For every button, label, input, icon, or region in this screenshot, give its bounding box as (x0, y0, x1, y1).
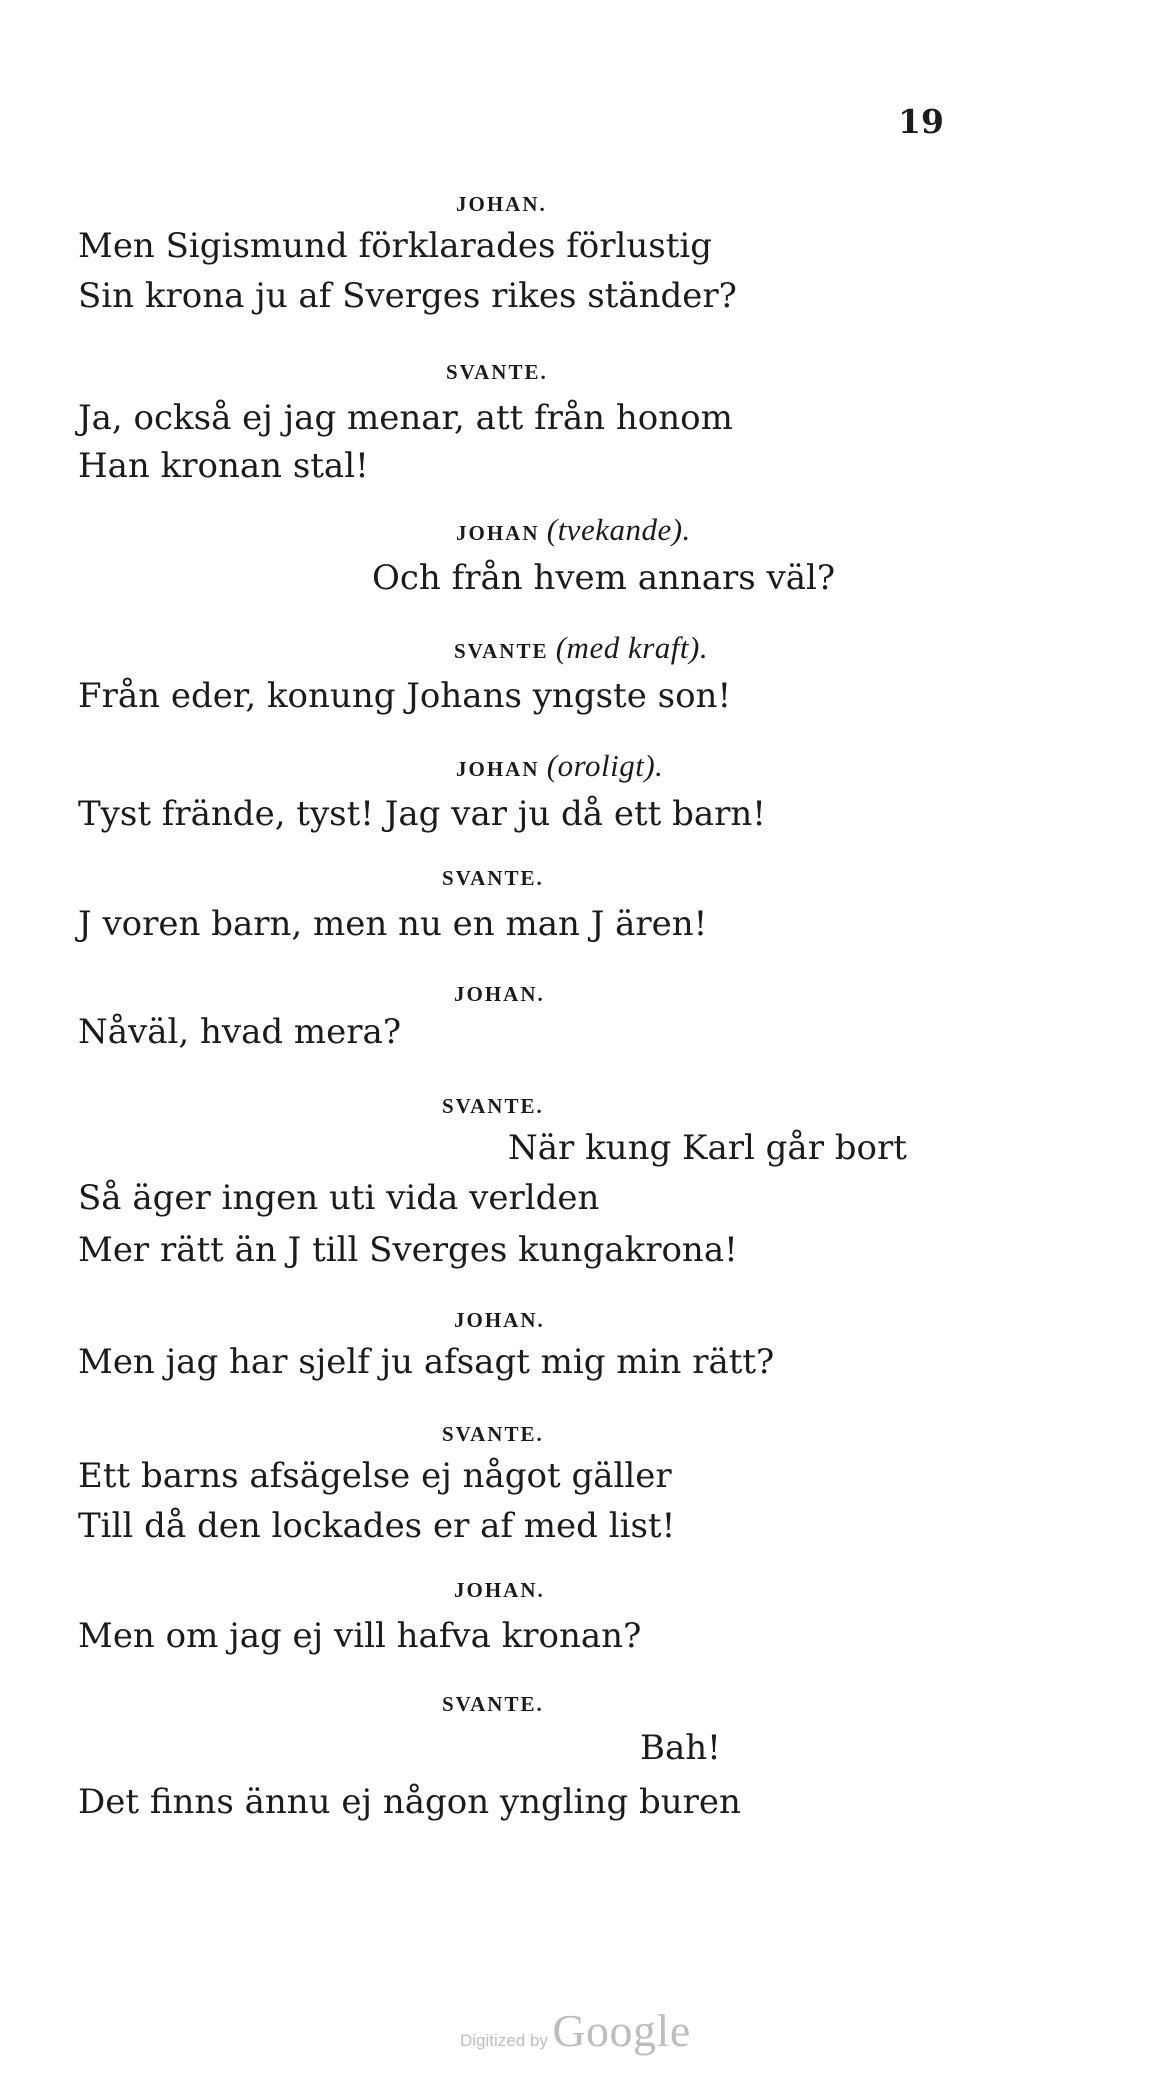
watermark-brand: Google (552, 2005, 691, 2056)
speaker-johan (456, 748, 663, 784)
speaker-johan: JOHAN. (456, 192, 547, 216)
speaker-johan: JOHAN. (454, 1308, 545, 1332)
verse-line: Men jag har sjelf ju afsagt mig min rätt? (78, 1342, 775, 1382)
verse-line: Tyst frände, tyst! Jag var ju då ett barn! (78, 794, 766, 834)
speaker-svante: SVANTE. (442, 1692, 544, 1716)
speaker-name: JOHAN (456, 757, 540, 781)
verse-line: Men Sigismund förklarades förlustig (78, 226, 713, 266)
verse-line: Från eder, konung Johans yngste son! (78, 676, 732, 716)
page-number: 19 (898, 102, 944, 141)
verse-line: Och från hvem annars väl? (372, 558, 836, 598)
verse-line: Nåväl, hvad mera? (78, 1012, 402, 1052)
verse-line: När kung Karl går bort (508, 1128, 907, 1168)
stage-direction: (oroligt). (546, 748, 664, 783)
stage-direction: (tvekande). (546, 512, 691, 547)
verse-line: Ja, också ej jag menar, att från honom (78, 398, 733, 438)
verse-line: Men om jag ej vill hafva kronan? (78, 1616, 642, 1656)
speaker-svante: SVANTE. (446, 360, 548, 384)
verse-line: Ett barns afsägelse ej något gäller (78, 1456, 672, 1496)
speaker-johan: JOHAN. (454, 982, 545, 1006)
verse-line: Sin krona ju af Sverges rikes ständer? (78, 276, 737, 316)
verse-line: Han kronan stal! (78, 446, 369, 486)
verse-line: Till då den lockades er af med list! (78, 1506, 676, 1546)
watermark-prefix: Digitized by (460, 2031, 548, 2050)
verse-line: Bah! (640, 1728, 721, 1768)
speaker-svante: SVANTE. (442, 1094, 544, 1118)
speaker-johan (456, 512, 691, 548)
verse-line: J voren barn, men nu en man J ären! (78, 904, 708, 944)
digitized-by-watermark (460, 2004, 691, 2057)
speaker-johan: JOHAN. (454, 1578, 545, 1602)
speaker-svante: SVANTE. (442, 1422, 544, 1446)
verse-line: Mer rätt än J till Sverges kungakrona! (78, 1230, 738, 1270)
speaker-name: JOHAN (456, 521, 540, 545)
speaker-name: SVANTE (454, 639, 549, 663)
speaker-svante: SVANTE. (442, 866, 544, 890)
verse-line: Det finns ännu ej någon yngling buren (78, 1782, 741, 1822)
verse-line: Så äger ingen uti vida verlden (78, 1178, 600, 1218)
speaker-svante (454, 630, 708, 666)
stage-direction: (med kraft). (555, 630, 709, 665)
